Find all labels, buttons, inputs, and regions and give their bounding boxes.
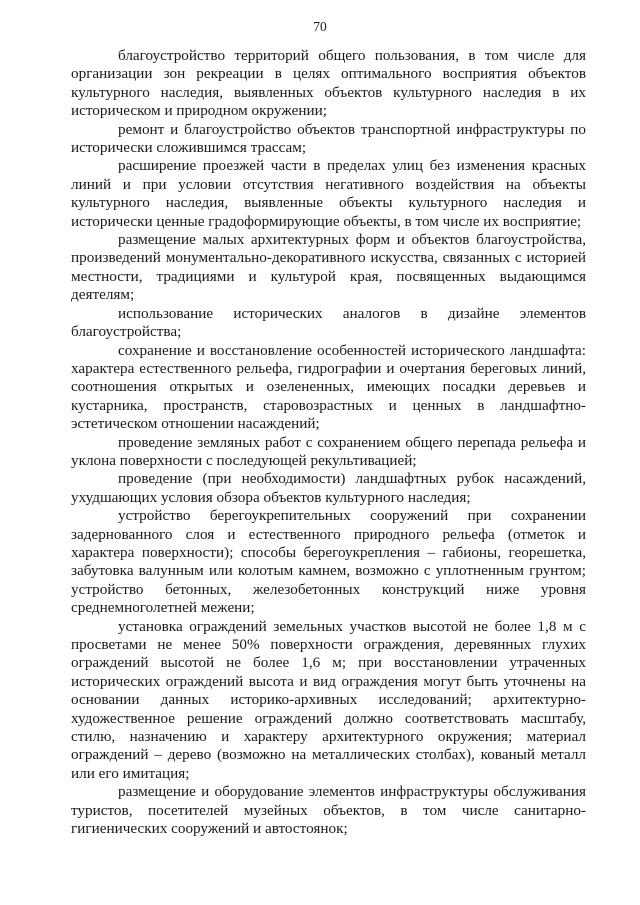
paragraph-5: использование исторических аналогов в дизайне элементов благоустройства; (71, 304, 586, 341)
paragraph-2: ремонт и благоустройство объектов транспортной инфраструктуры по исторически сложившимся трассам; (71, 120, 586, 157)
document-body (71, 47, 586, 838)
paragraph-4: размещение малых архитектурных форм и объектов благоустройства, произведений монументально-декоративного искусства, связанных с историей местности, традициями и культурой края, посвященных выдающимся деятелям; (71, 231, 586, 304)
paragraph-6: сохранение и восстановление особенностей исторического ландшафта: характера естественного рельефа, гидрографии и очертания береговых линий, соотношения открытых и озелененных, имеющих посадки деревьев и кустарника, пространств, старовозрастных и ценных в ландшафтно-эстетическом отношении насаждений; (71, 341, 586, 433)
paragraph-8: проведение (при необходимости) ландшафтных рубок насаждений, ухудшающих условия обзора объектов культурного наследия; (71, 470, 586, 506)
page-number: 70 (313, 19, 327, 34)
paragraph-9: устройство берегоукрепительных сооружений при сохранении задернованного слоя и естественного природного рельефа (отметок и характера поверхности); способы берегоукрепления – габионы, георешетка, забутовка валунным или колотым камнем, возможно с уплотненным грунтом; устройство бетонных, железобетонных конструкций ниже уровня среднемноголетней межени; (71, 507, 586, 617)
paragraph-7: проведение земляных работ с сохранением общего перепада рельефа и уклона поверхности с последующей рекультивацией; (71, 433, 586, 469)
paragraph-3: расширение проезжей части в пределах улиц без изменения красных линий и при условии отсутствия негативного воздействия на объекты культурного наследия, выявленные объекты культурного наследия и исторически ценные градоформирующие объекты, в том числе их восприятие; (71, 157, 586, 230)
paragraph-11: размещение и оборудование элементов инфраструктуры обслуживания туристов, посетителей музейных объектов, в том числе санитарно-гигиенических сооружений и автостоянок; (71, 783, 586, 838)
paragraph-1: благоустройство территорий общего пользования, в том числе для организации зон рекреации в целях оптимального восприятия объектов культурного наследия, выявленных объектов культурного наследия в их историческом и природном окружении; (71, 47, 586, 120)
paragraph-10: установка ограждений земельных участков высотой не более 1,8 м с просветами не менее 50% поверхности ограждения, деревянных глухих ограждений высотой не более 1,6 м; при восстановлении утраченных исторических ограждений высота и вид ограждения могут быть уточнены на основании данных историко-архивных исследований; архитектурно-художественное решение ограждений должно соответствовать масштабу, стилю, назначению и характеру архитектурного окружения; материал ограждений – дерево (возможно на металлических столбах), кованый металл или его имитация; (71, 617, 586, 782)
